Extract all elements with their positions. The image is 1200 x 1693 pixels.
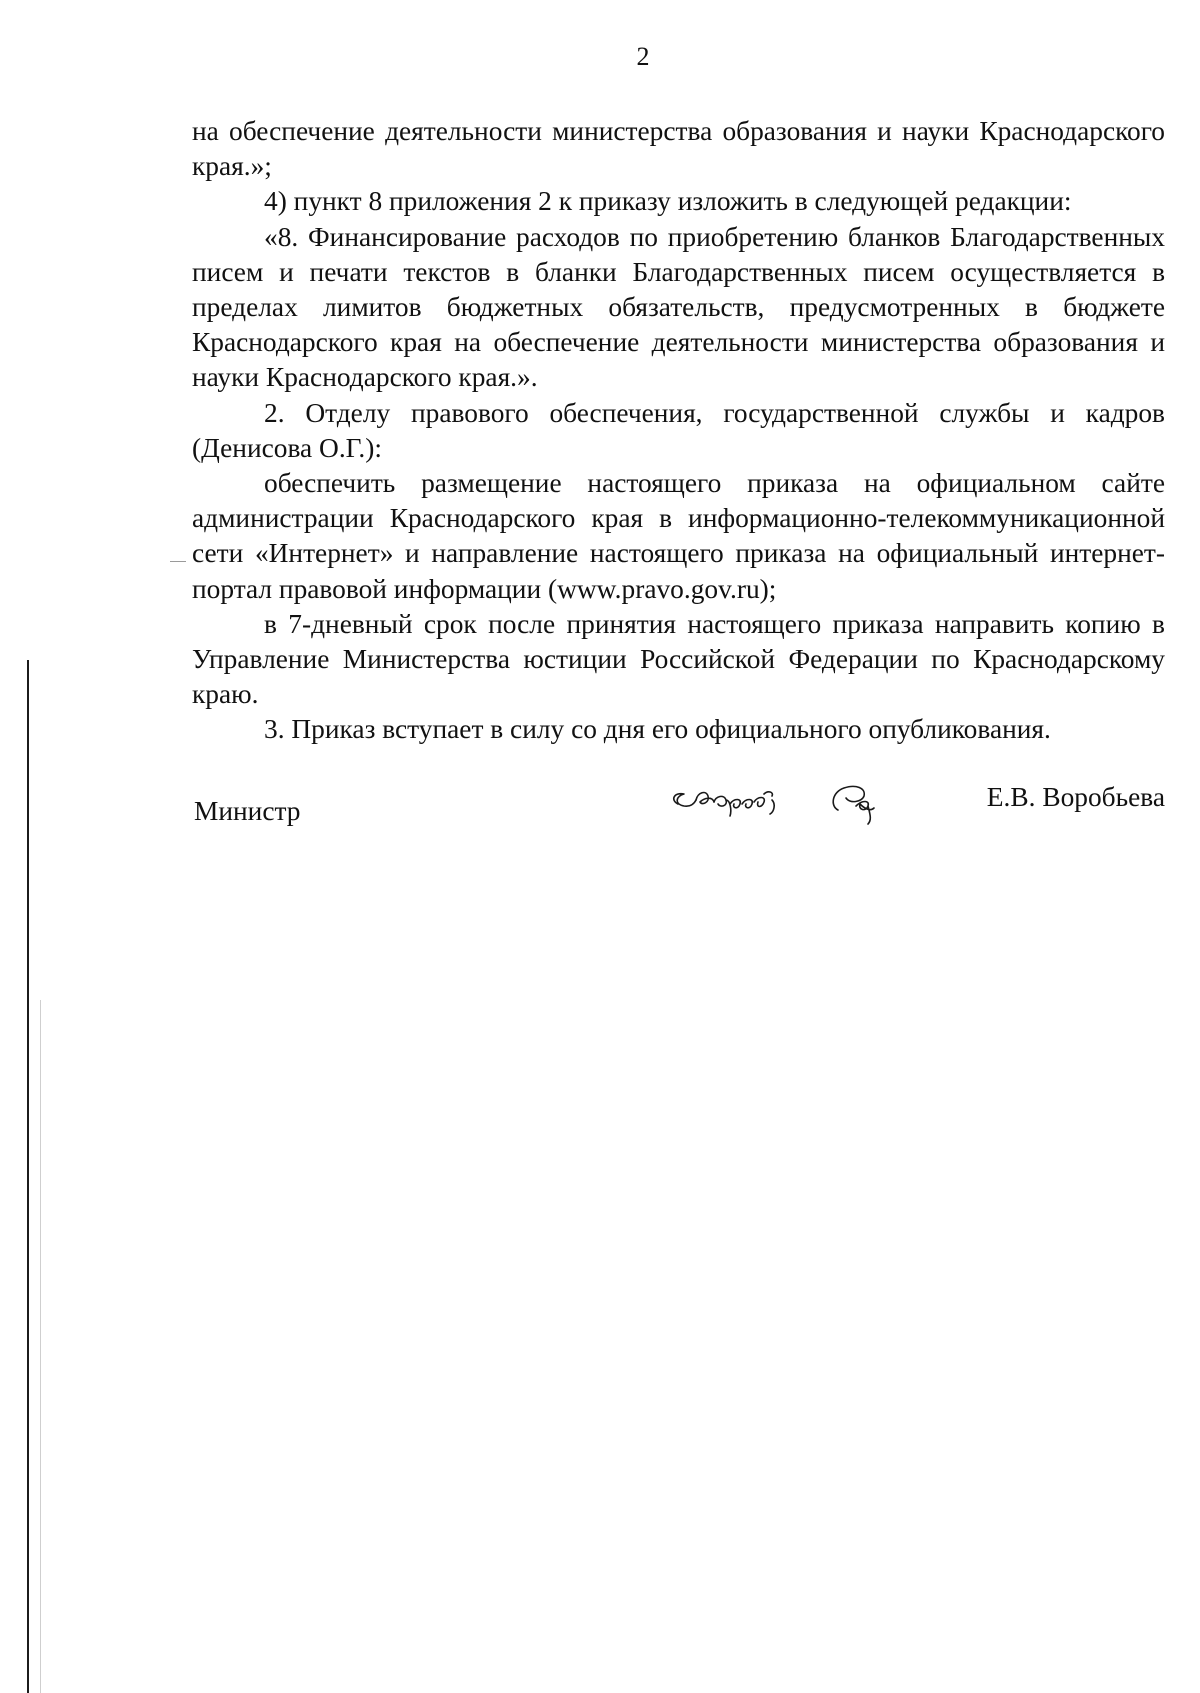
paragraph-1: на обеспечение деятельности министерства образования и науки Краснодарского края.»;	[192, 116, 1165, 182]
paragraph-4: 2. Отделу правового обеспечения, государственной службы и кадров (Денисова О.Г.):	[192, 397, 1165, 463]
signer-name: Е.В. Воробьева	[986, 782, 1165, 812]
paragraph-5: обеспечить размещение настоящего приказа на официальном сайте администрации Краснодарского края в информационно-телекоммуникационной сети «Интернет» и направление настоящего приказа на официальный интернет-портал правовой информации (www.pravo.gov.ru);	[192, 468, 1165, 604]
paragraph-3: «8. Финансирование расходов по приобретению бланков Благодарственных писем и печати текстов в бланки Благодарственных писем осуществляется в пределах лимитов бюджетных обязательств, предусмотренных в бюджете Краснодарского края на обеспечение деятельности министерства образования и науки Краснодарского края.».	[192, 221, 1165, 393]
signature-block	[192, 782, 1165, 852]
handwritten-signature	[660, 770, 930, 830]
paragraph-7: 3. Приказ вступает в силу со дня его официального опубликования.	[264, 714, 1051, 745]
signer-title: Министр	[194, 796, 301, 826]
scan-edge-faint-line	[40, 1000, 41, 1693]
page-number: 2	[636, 42, 650, 71]
document-body	[192, 114, 1165, 748]
scan-artifact-dash	[170, 561, 186, 562]
paragraph-6: в 7-дневный срок после принятия настоящего приказа направить копию в Управление Министерства юстиции Российской Федерации по Краснодарскому краю.	[192, 608, 1165, 710]
scan-edge-line	[27, 660, 29, 1693]
paragraph-2: 4) пункт 8 приложения 2 к приказу изложить в следующей редакции:	[264, 186, 1072, 217]
